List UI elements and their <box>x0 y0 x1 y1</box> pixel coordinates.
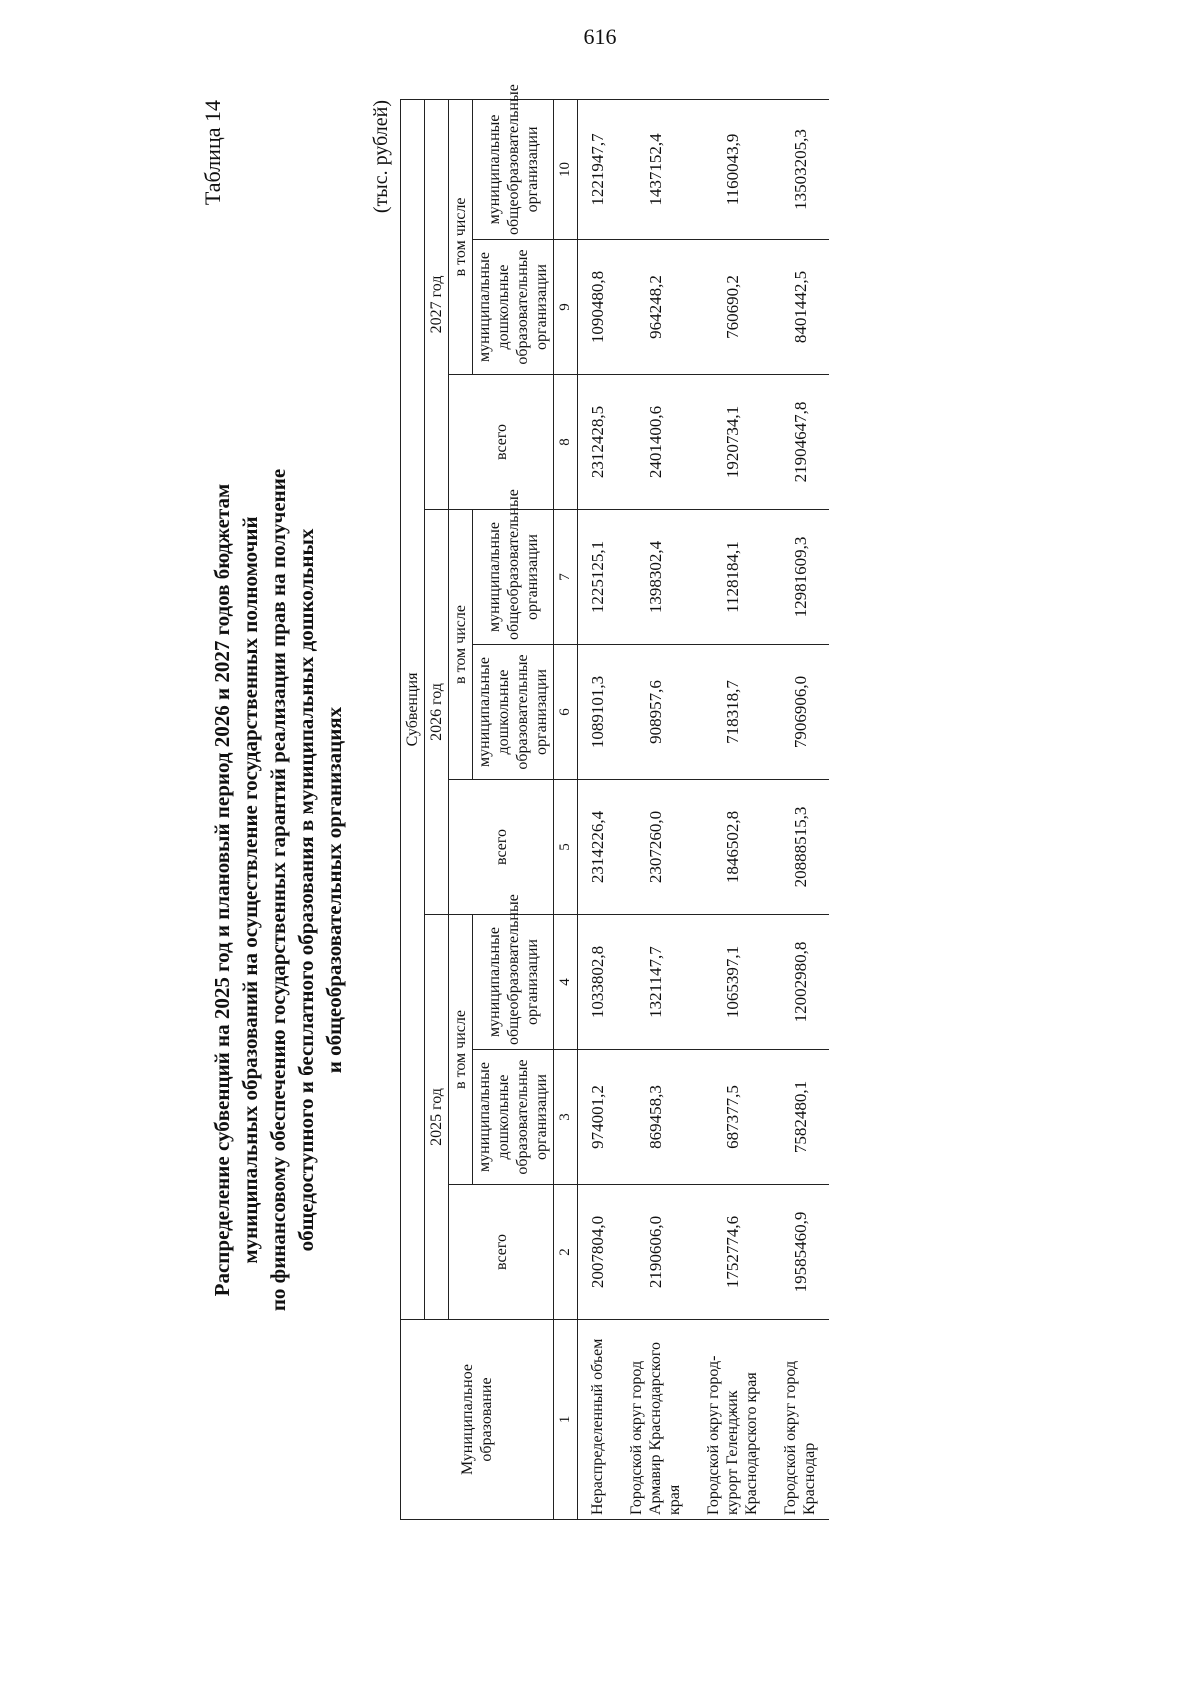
cell-value: 2314226,4 <box>578 780 618 915</box>
header-including-2026: в том числе <box>449 510 473 780</box>
col-number: 5 <box>554 780 578 915</box>
cell-value: 1090480,8 <box>578 240 618 375</box>
header-year-2026: 2026 год <box>425 510 449 915</box>
title-line: и общеобразовательных организациях <box>322 706 346 1074</box>
header-including-2025: в том числе <box>449 915 473 1185</box>
header-total-2026: всего <box>449 780 554 915</box>
row-name: Городской округ город-курорт Геленджик Краснодарского края <box>694 1320 771 1520</box>
table-row <box>694 99 771 1519</box>
units-label: (тыс. рублей) <box>370 100 392 214</box>
cell-value: 13503205,3 <box>771 99 829 239</box>
header-subvention: Субвенция <box>401 99 425 1319</box>
cell-value: 869458,3 <box>617 1050 694 1185</box>
header-including-2027: в том числе <box>449 99 473 374</box>
cell-value: 2401400,6 <box>617 375 694 510</box>
title-line: муниципальных образований на осуществление государственных полномочий <box>238 516 262 1264</box>
title-line: общедоступного и бесплатного образования в муниципальных дошкольных <box>294 528 318 1252</box>
cell-value: 1128184,1 <box>694 510 771 645</box>
cell-value: 1321147,7 <box>617 915 694 1050</box>
col-number: 9 <box>554 240 578 375</box>
row-name: Городской округ город Армавир Краснодарского края <box>617 1320 694 1520</box>
cell-value: 12981609,3 <box>771 510 829 645</box>
cell-value: 908957,6 <box>617 645 694 780</box>
col-number: 2 <box>554 1185 578 1320</box>
col-number: 3 <box>554 1050 578 1185</box>
header-preschool-2026: муниципальные дошкольные образовательные организации <box>473 645 554 780</box>
rotated-table-block <box>200 80 1160 1600</box>
title-line: по финансовому обеспечению государственных гарантий реализации прав на получение <box>266 468 290 1312</box>
cell-value: 2190606,0 <box>617 1185 694 1320</box>
header-total-2025: всего <box>449 1185 554 1320</box>
cell-value: 687377,5 <box>694 1050 771 1185</box>
col-number: 4 <box>554 915 578 1050</box>
header-municipality: Муниципальное образование <box>401 1320 554 1520</box>
col-number: 7 <box>554 510 578 645</box>
cell-value: 2007804,0 <box>578 1185 618 1320</box>
row-name: Нераспределенный объем <box>578 1320 618 1520</box>
table-title <box>208 320 348 1460</box>
cell-value: 2307260,0 <box>617 780 694 915</box>
cell-value: 1225125,1 <box>578 510 618 645</box>
cell-value: 964248,2 <box>617 240 694 375</box>
col-number: 6 <box>554 645 578 780</box>
cell-value: 1920734,1 <box>694 375 771 510</box>
subvention-table <box>400 84 829 1520</box>
header-preschool-2027: муниципальные дошкольные образовательные организации <box>473 240 554 375</box>
cell-value: 1221947,7 <box>578 99 618 239</box>
header-general-2027: муниципальные общеобразовательные организации <box>473 99 554 239</box>
cell-value: 1437152,4 <box>617 99 694 239</box>
cell-value: 21904647,8 <box>771 375 829 510</box>
page-number: 616 <box>583 24 617 49</box>
cell-value: 19585460,9 <box>771 1185 829 1320</box>
table-row <box>617 99 694 1519</box>
cell-value: 8401442,5 <box>771 240 829 375</box>
cell-value: 1752774,6 <box>694 1185 771 1320</box>
cell-value: 2312428,5 <box>578 375 618 510</box>
header-general-2026: муниципальные общеобразовательные организации <box>473 510 554 645</box>
cell-value: 20888515,3 <box>771 780 829 915</box>
table-row <box>771 99 829 1519</box>
cell-value: 1398302,4 <box>617 510 694 645</box>
header-year-2027: 2027 год <box>425 99 449 509</box>
cell-value: 12002980,8 <box>771 915 829 1050</box>
cell-value: 1033802,8 <box>578 915 618 1050</box>
cell-value: 1089101,3 <box>578 645 618 780</box>
cell-value: 1160043,9 <box>694 99 771 239</box>
cell-value: 718318,7 <box>694 645 771 780</box>
row-name: Городской округ город Краснодар <box>771 1320 829 1520</box>
cell-value: 1065397,1 <box>694 915 771 1050</box>
cell-value: 7582480,1 <box>771 1050 829 1185</box>
cell-value: 7906906,0 <box>771 645 829 780</box>
cell-value: 1846502,8 <box>694 780 771 915</box>
col-number: 10 <box>554 99 578 239</box>
header-year-2025: 2025 год <box>425 915 449 1320</box>
cell-value: 760690,2 <box>694 240 771 375</box>
col-number: 8 <box>554 375 578 510</box>
title-line: Распределение субвенций на 2025 год и плановый период 2026 и 2027 годов бюджетам <box>210 483 234 1297</box>
header-preschool-2025: муниципальные дошкольные образовательные организации <box>473 1050 554 1185</box>
col-number: 1 <box>554 1320 578 1520</box>
table-label: Таблица 14 <box>200 100 225 206</box>
header-total-2027: всего <box>449 375 554 510</box>
header-general-2025: муниципальные общеобразовательные организации <box>473 915 554 1050</box>
cell-value: 974001,2 <box>578 1050 618 1185</box>
table-row <box>578 99 618 1519</box>
